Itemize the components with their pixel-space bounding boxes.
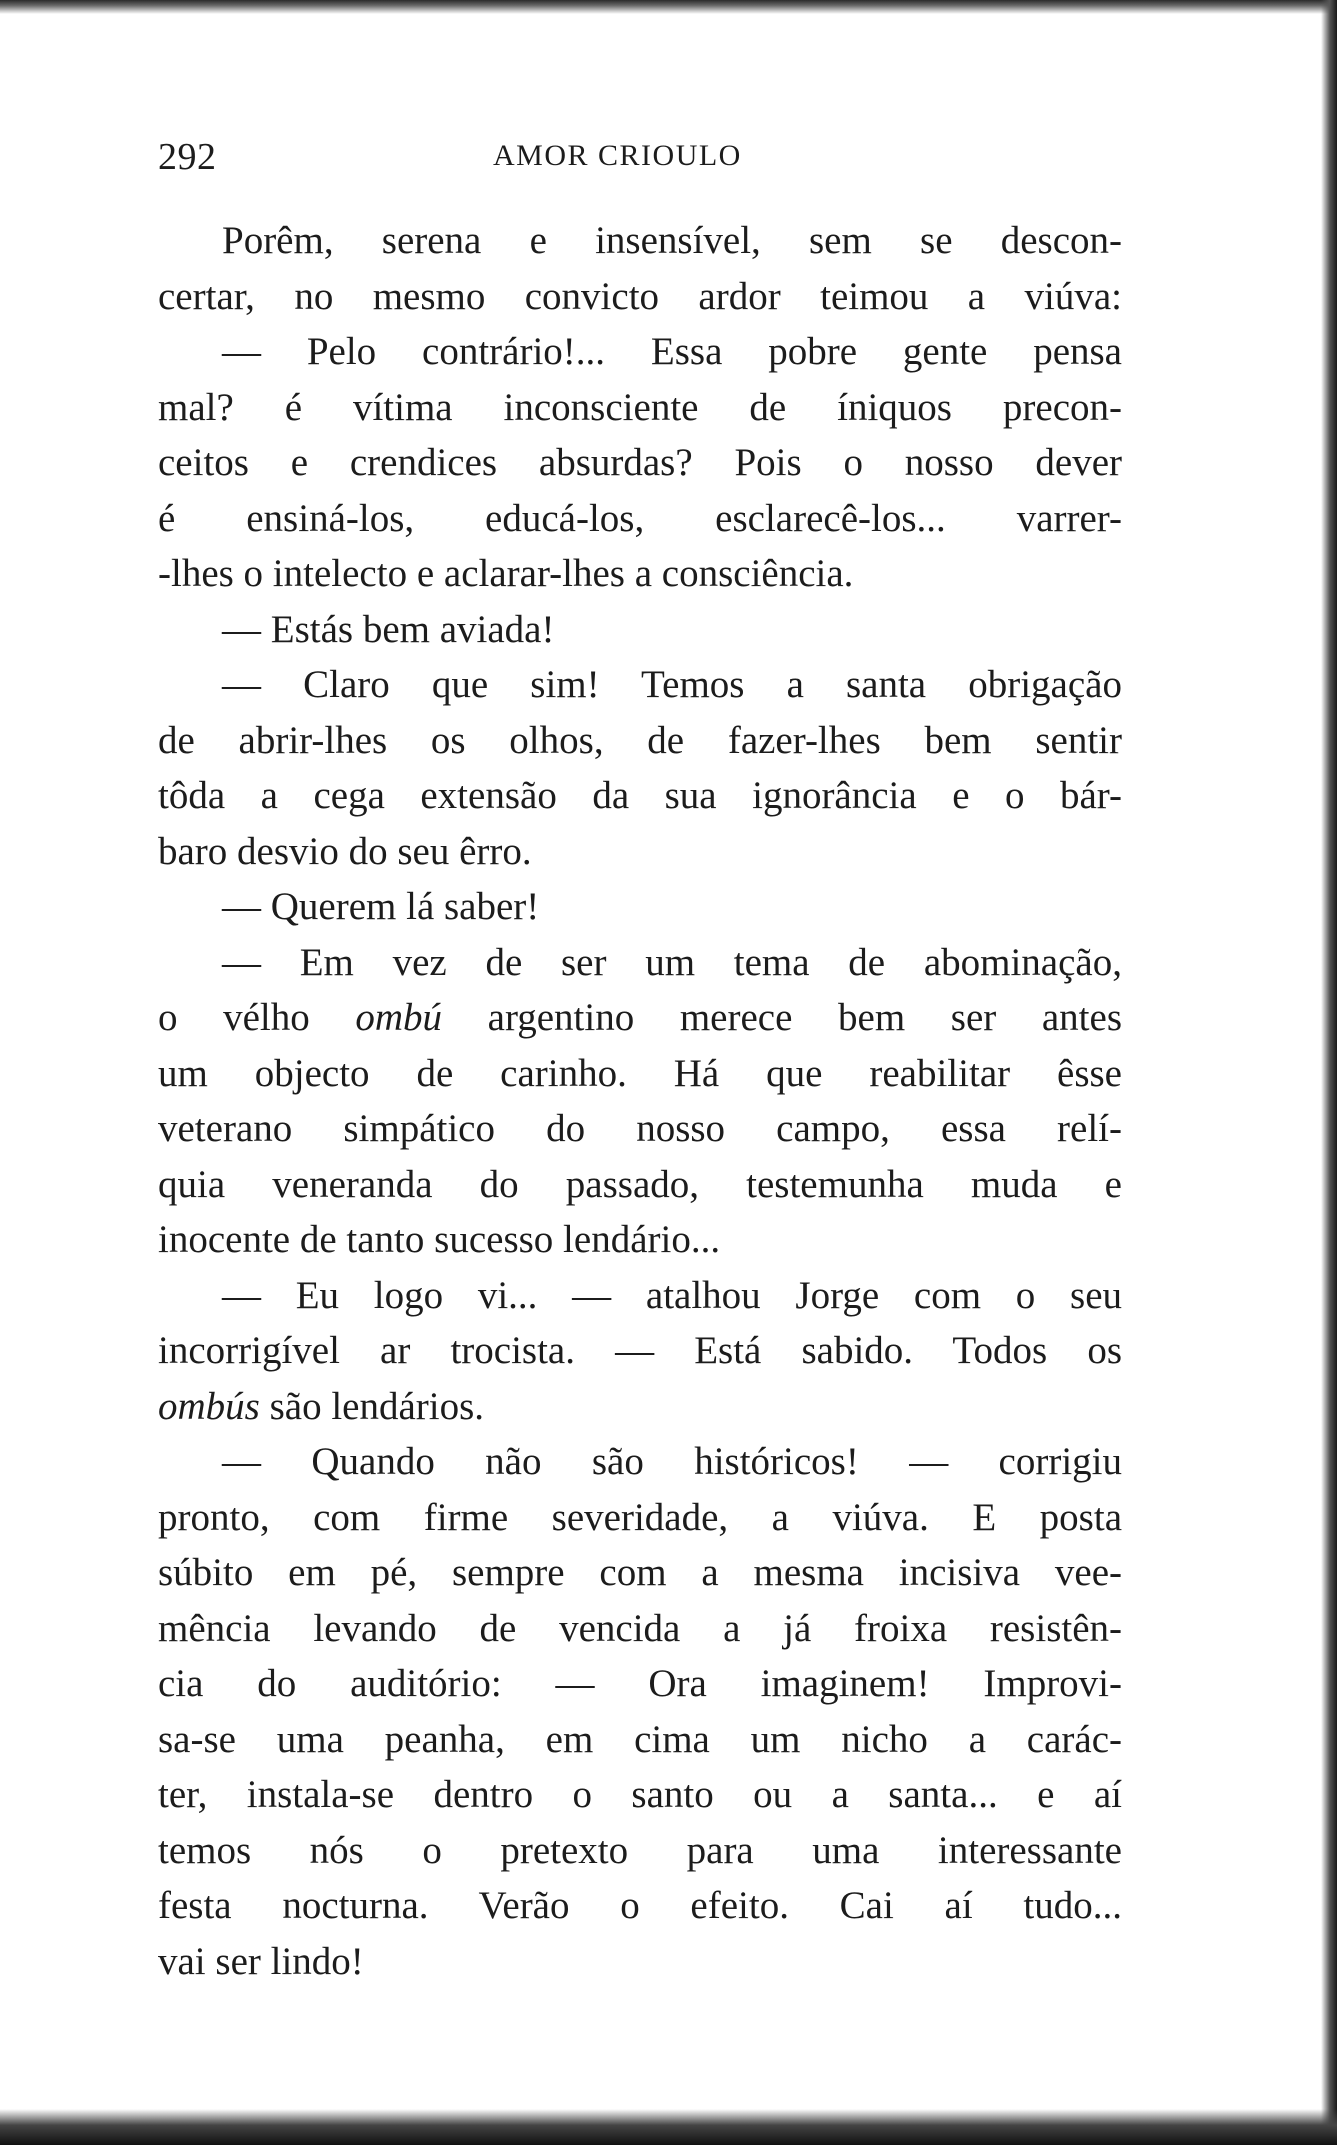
scan-border-right — [1321, 0, 1337, 2145]
text-line: de abrir-lhes os olhos, de fazer-lhes bem sentir — [158, 718, 1122, 762]
text-line: mal? é vítima inconsciente de íniquos precon- — [158, 385, 1122, 429]
text-line: é ensiná-los, educá-los, esclarecê-los... varrer- — [158, 496, 1122, 540]
text-line: Porêm, serena e insensível, sem se descon- — [222, 219, 1122, 262]
text-line: -lhes o intelecto e aclarar-lhes a consciência. — [158, 552, 854, 595]
text-line: ceitos e crendices absurdas? Pois o nosso dever — [158, 441, 1122, 484]
page-header — [158, 135, 1122, 191]
text-line: — Claro que sim! Temos a santa obrigação — [222, 663, 1122, 706]
running-title: AMOR CRIOULO — [493, 139, 742, 172]
body-text — [158, 213, 1122, 1989]
text-line: ombús são lendários. — [158, 1384, 485, 1428]
text-line: vai ser lindo! — [158, 1939, 364, 1983]
book-page — [158, 135, 1122, 1989]
text-line: súbito em pé, sempre com a mesma incisiva vee- — [158, 1551, 1122, 1594]
text-line: — Eu logo vi... — atalhou Jorge com o seu — [222, 1273, 1122, 1317]
scan-border-bottom — [0, 2109, 1337, 2145]
text-line: tôda a cega extensão da sua ignorância e o bár- — [158, 774, 1122, 817]
text-line: certar, no mesmo convicto ardor teimou a viúva: — [158, 274, 1122, 318]
text-line: festa nocturna. Verão o efeito. Cai aí tudo... — [158, 1884, 1122, 1927]
text-line: baro desvio do seu êrro. — [158, 829, 532, 873]
text-line: cia do auditório: — Ora imaginem! Improvi- — [158, 1662, 1122, 1705]
text-line: temos nós o pretexto para uma interessante — [158, 1828, 1122, 1872]
text-line: o vélho ombú argentino merece bem ser antes — [158, 996, 1122, 1039]
text-line: — Pelo contrário!... Essa pobre gente pensa — [222, 330, 1122, 373]
text-line: pronto, com firme severidade, a viúva. E posta — [158, 1495, 1122, 1539]
text-line: mência levando de vencida a já froixa resistên- — [158, 1606, 1122, 1650]
text-line: inocente de tanto sucesso lendário... — [158, 1218, 721, 1261]
page-number: 292 — [158, 136, 217, 178]
text-line: — Em vez de ser um tema de abominação, — [222, 940, 1122, 984]
text-line: um objecto de carinho. Há que reabilitar êsse — [158, 1051, 1122, 1095]
text-line: — Estás bem aviada! — [222, 607, 555, 651]
text-line: incorrigível ar trocista. — Está sabido. Todos os — [158, 1329, 1122, 1372]
text-line: — Querem lá saber! — [222, 885, 540, 928]
text-line: ter, instala-se dentro o santo ou a santa... e aí — [158, 1773, 1122, 1816]
text-line: veterano simpático do nosso campo, essa relí- — [158, 1107, 1122, 1150]
scan-border-top — [0, 0, 1337, 14]
text-line: quia veneranda do passado, testemunha muda e — [158, 1162, 1122, 1206]
text-line: — Quando não são históricos! — corrigiu — [222, 1440, 1122, 1483]
text-line: sa-se uma peanha, em cima um nicho a carác- — [158, 1717, 1122, 1761]
